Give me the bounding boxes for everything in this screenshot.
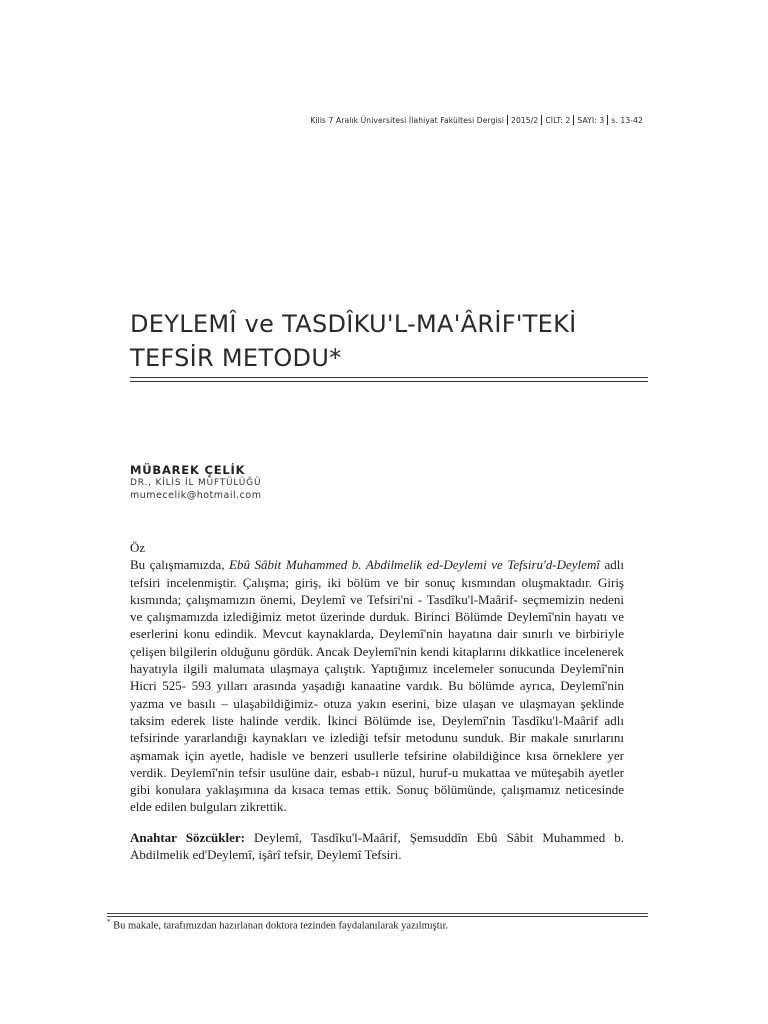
keywords-label: Anahtar Sözcükler:	[130, 830, 245, 845]
journal-pages: s. 13-42	[611, 116, 643, 125]
journal-issue: SAYI: 3	[577, 116, 605, 125]
journal-name: Kilis 7 Aralık Üniversitesi İlahiyat Fakültesi Dergisi	[310, 116, 505, 125]
author-email[interactable]: mumecelik@hotmail.com	[130, 490, 262, 501]
title-line-2: TEFSİR METODU*	[130, 344, 342, 372]
title-double-rule	[130, 377, 648, 382]
header-divider	[541, 115, 542, 125]
article-title	[130, 307, 650, 375]
abstract	[130, 539, 624, 816]
header-divider	[507, 115, 508, 125]
author-affiliation: DR., KİLİS İL MÜFTÜLÜĞÜ	[130, 478, 262, 488]
abstract-intro: Bu çalışmamızda,	[130, 557, 230, 573]
abstract-body: adlı tefsiri incelenmiştir. Çalışma; giriş, iki bölüm ve bir sonuç kısmından oluşmaktadır. Giriş kısmında; çalışmamızın önemi, Deylemî ve Tefsiri'ni - Tasdîku'l-Maârif- seçmemizin nedeni ve çalışmamızda izlediğimiz metot üzerinde durduk. Birinci Bölümde Deylemî'nin hayatı ve eserlerini konu edindik. Mevcut kaynaklarda, Deylemî'nin hayatına dair sınırlı ve birbiriyle çelişen bilgilerin olduğunu gördük. Ancak Deylemî'nin kendi kitaplarını dikkatlice incelenerek hayatıyla ilgili malumata ulaşmaya çalıştık. Yaptığımız incelemeler sonucunda Deylemî'nin Hicri 525- 593 yılları arasında yaşadığı kanaatine vardık. Bu bölümde ayrıca, Deylemî'nin yazma ve basılı – ulaşabildiğimiz- otuza yakın eserini, bize ulaşan ve ulaşmayan şeklinde taksim ederek liste halinde verdik. İkinci Bölümde ise, Deylemî'nin Tasdîku'l-Maârif adlı tefsirinde yararlandığı kaynakları ve izlediği tefsir metodunu sunduk. Bir makale sınırlarını aşmamak için ayetle, hadisle ve benzeri usullerle tefsirine olabildiğince kısa örneklere yer verdik. Deylemî'nin tefsir usulüne dair, esbab-ı nüzul, huruf-u mukattaa ve müteşabih ayetler gibi konulara yaklaşımına da kısaca temas ettik. Sonuç bölümünde, çalışmamız neticesinde elde edilen bulguları zikrettik.	[130, 557, 625, 815]
footnote	[107, 918, 448, 932]
keywords	[130, 829, 624, 864]
author-name: MÜBAREK ÇELİK	[130, 463, 246, 477]
footnote-text: Bu makale, tarafımızdan hazırlanan doktora tezinden faydalanılarak yazılmıştır.	[110, 920, 449, 932]
keywords-text: Deylemî, Tasdîku'l-Maârif, Şemsuddîn Ebû Sâbit Muhammed b. Abdilmelik ed'Deylemî, işârî tefsir, Deylemî Tefsiri.	[130, 830, 624, 863]
header-divider	[607, 115, 608, 125]
footnote-rule	[107, 913, 648, 917]
author-block	[130, 463, 261, 502]
abstract-work-title: Ebû Sâbit Muhammed b. Abdilmelik ed-Deylemi ve Tefsiru'd-Deylemî	[229, 557, 600, 573]
journal-header	[310, 115, 643, 125]
footnote-mark: *	[107, 918, 111, 926]
abstract-text	[130, 556, 624, 815]
header-divider	[573, 115, 574, 125]
abstract-heading: Öz	[130, 540, 146, 555]
title-line-1: DEYLEMÎ ve TASDÎKU'L-MA'ÂRİF'TEKİ	[130, 310, 577, 338]
journal-volume: CİLT: 2	[545, 116, 571, 125]
journal-year: 2015/2	[511, 116, 539, 125]
